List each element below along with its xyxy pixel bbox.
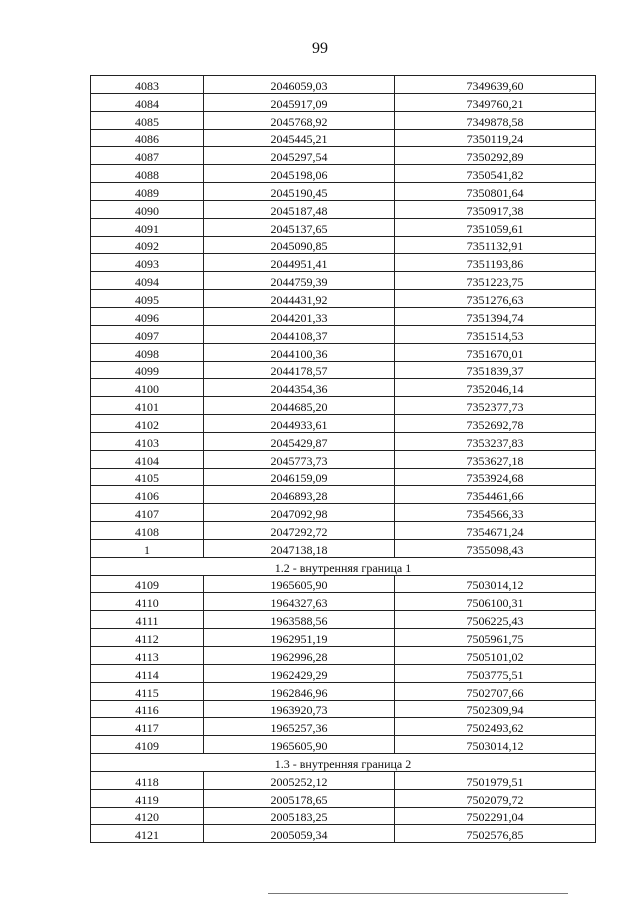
y-coordinate-cell: 7506225,43 [395,611,596,629]
table-row [91,165,596,183]
y-coordinate-cell: 7505961,75 [395,629,596,647]
x-coordinate-cell: 2046159,09 [204,468,395,486]
table-row [91,254,596,272]
table-row [91,647,596,665]
point-number-cell: 4113 [91,647,204,665]
y-coordinate-cell: 7503775,51 [395,664,596,682]
point-number-cell: 4114 [91,664,204,682]
x-coordinate-cell: 1962951,19 [204,629,395,647]
point-number-cell: 4086 [91,129,204,147]
table-row [91,468,596,486]
table-row [91,129,596,147]
point-number-cell: 4112 [91,629,204,647]
point-number-cell: 4107 [91,504,204,522]
y-coordinate-cell: 7503014,12 [395,736,596,754]
x-coordinate-cell: 2045917,09 [204,93,395,111]
y-coordinate-cell: 7353627,18 [395,450,596,468]
point-number-cell: 4119 [91,789,204,807]
x-coordinate-cell: 2044685,20 [204,397,395,415]
x-coordinate-cell: 2045137,65 [204,218,395,236]
y-coordinate-cell: 7351223,75 [395,272,596,290]
x-coordinate-cell: 1964327,63 [204,593,395,611]
point-number-cell: 4111 [91,611,204,629]
table-row [91,682,596,700]
y-coordinate-cell: 7349639,60 [395,76,596,94]
x-coordinate-cell: 2044108,37 [204,325,395,343]
x-coordinate-cell: 2045198,06 [204,165,395,183]
x-coordinate-cell: 2045190,45 [204,183,395,201]
y-coordinate-cell: 7349760,21 [395,93,596,111]
x-coordinate-cell: 2045297,54 [204,147,395,165]
y-coordinate-cell: 7502576,85 [395,825,596,843]
point-number-cell: 4109 [91,575,204,593]
table-row [91,664,596,682]
table-row [91,629,596,647]
point-number-cell: 4093 [91,254,204,272]
table-row [91,593,596,611]
x-coordinate-cell: 1965605,90 [204,575,395,593]
table-row [91,236,596,254]
y-coordinate-cell: 7350119,24 [395,129,596,147]
section-title: 1.3 - внутренняя граница 2 [91,754,596,772]
y-coordinate-cell: 7501979,51 [395,771,596,789]
point-number-cell: 4121 [91,825,204,843]
table-row [91,450,596,468]
table-row [91,307,596,325]
table-row [91,361,596,379]
y-coordinate-cell: 7351670,01 [395,343,596,361]
point-number-cell: 4090 [91,200,204,218]
table-row [91,325,596,343]
y-coordinate-cell: 7351839,37 [395,361,596,379]
point-number-cell: 4115 [91,682,204,700]
point-number-cell: 4098 [91,343,204,361]
table-row [91,432,596,450]
point-number-cell: 4083 [91,76,204,94]
point-number-cell: 4099 [91,361,204,379]
x-coordinate-cell: 2044354,36 [204,379,395,397]
y-coordinate-cell: 7352046,14 [395,379,596,397]
y-coordinate-cell: 7354566,33 [395,504,596,522]
x-coordinate-cell: 2045773,73 [204,450,395,468]
x-coordinate-cell: 2047292,72 [204,522,395,540]
y-coordinate-cell: 7351514,53 [395,325,596,343]
x-coordinate-cell: 2044933,61 [204,415,395,433]
x-coordinate-cell: 2005252,12 [204,771,395,789]
table-row [91,504,596,522]
y-coordinate-cell: 7506100,31 [395,593,596,611]
x-coordinate-cell: 2045445,21 [204,129,395,147]
x-coordinate-cell: 2045187,48 [204,200,395,218]
point-number-cell: 4110 [91,593,204,611]
point-number-cell: 4109 [91,736,204,754]
table-row [91,825,596,843]
point-number-cell: 4104 [91,450,204,468]
table-row [91,718,596,736]
x-coordinate-cell: 1965605,90 [204,736,395,754]
y-coordinate-cell: 7503014,12 [395,575,596,593]
y-coordinate-cell: 7355098,43 [395,539,596,557]
y-coordinate-cell: 7351276,63 [395,290,596,308]
x-coordinate-cell: 1962429,29 [204,664,395,682]
y-coordinate-cell: 7350917,38 [395,200,596,218]
table-row [91,272,596,290]
x-coordinate-cell: 2045768,92 [204,111,395,129]
y-coordinate-cell: 7502493,62 [395,718,596,736]
y-coordinate-cell: 7350541,82 [395,165,596,183]
coordinates-table-body [91,76,596,843]
x-coordinate-cell: 2047092,98 [204,504,395,522]
table-row [91,415,596,433]
point-number-cell: 4085 [91,111,204,129]
table-row [91,218,596,236]
table-row [91,111,596,129]
x-coordinate-cell: 2046059,03 [204,76,395,94]
table-row [91,379,596,397]
point-number-cell: 4105 [91,468,204,486]
y-coordinate-cell: 7354671,24 [395,522,596,540]
table-row [91,700,596,718]
y-coordinate-cell: 7351193,86 [395,254,596,272]
section-header-row [91,557,596,575]
point-number-cell: 4103 [91,432,204,450]
y-coordinate-cell: 7350292,89 [395,147,596,165]
table-row [91,183,596,201]
point-number-cell: 4096 [91,307,204,325]
x-coordinate-cell: 2046893,28 [204,486,395,504]
y-coordinate-cell: 7502707,66 [395,682,596,700]
table-row [91,539,596,557]
x-coordinate-cell: 2044100,36 [204,343,395,361]
table-row [91,575,596,593]
point-number-cell: 4102 [91,415,204,433]
point-number-cell: 4091 [91,218,204,236]
x-coordinate-cell: 1962846,96 [204,682,395,700]
point-number-cell: 4097 [91,325,204,343]
y-coordinate-cell: 7353237,83 [395,432,596,450]
x-coordinate-cell: 2044951,41 [204,254,395,272]
x-coordinate-cell: 2045090,85 [204,236,395,254]
x-coordinate-cell: 2005059,34 [204,825,395,843]
x-coordinate-cell: 1963920,73 [204,700,395,718]
table-row [91,789,596,807]
table-row [91,611,596,629]
y-coordinate-cell: 7505101,02 [395,647,596,665]
y-coordinate-cell: 7351394,74 [395,307,596,325]
page-number: 99 [312,40,328,57]
point-number-cell: 4092 [91,236,204,254]
point-number-cell: 4101 [91,397,204,415]
y-coordinate-cell: 7350801,64 [395,183,596,201]
table-row [91,771,596,789]
y-coordinate-cell: 7352377,73 [395,397,596,415]
point-number-cell: 4089 [91,183,204,201]
x-coordinate-cell: 1962996,28 [204,647,395,665]
x-coordinate-cell: 2044178,57 [204,361,395,379]
point-number-cell: 1 [91,539,204,557]
y-coordinate-cell: 7352692,78 [395,415,596,433]
point-number-cell: 4117 [91,718,204,736]
table-row [91,522,596,540]
point-number-cell: 4108 [91,522,204,540]
point-number-cell: 4088 [91,165,204,183]
y-coordinate-cell: 7351132,91 [395,236,596,254]
x-coordinate-cell: 1965257,36 [204,718,395,736]
section-header-row [91,754,596,772]
point-number-cell: 4106 [91,486,204,504]
point-number-cell: 4094 [91,272,204,290]
x-coordinate-cell: 2005178,65 [204,789,395,807]
table-row [91,736,596,754]
x-coordinate-cell: 1963588,56 [204,611,395,629]
table-row [91,200,596,218]
y-coordinate-cell: 7502291,04 [395,807,596,825]
table-row [91,807,596,825]
section-title: 1.2 - внутренняя граница 1 [91,557,596,575]
y-coordinate-cell: 7502309,94 [395,700,596,718]
y-coordinate-cell: 7353924,68 [395,468,596,486]
y-coordinate-cell: 7351059,61 [395,218,596,236]
point-number-cell: 4120 [91,807,204,825]
point-number-cell: 4116 [91,700,204,718]
table-row [91,290,596,308]
point-number-cell: 4095 [91,290,204,308]
scan-edge-line [268,893,568,894]
point-number-cell: 4087 [91,147,204,165]
point-number-cell: 4100 [91,379,204,397]
table-row [91,486,596,504]
coordinates-table [90,75,596,843]
x-coordinate-cell: 2047138,18 [204,539,395,557]
y-coordinate-cell: 7354461,66 [395,486,596,504]
x-coordinate-cell: 2044431,92 [204,290,395,308]
x-coordinate-cell: 2005183,25 [204,807,395,825]
point-number-cell: 4084 [91,93,204,111]
y-coordinate-cell: 7502079,72 [395,789,596,807]
table-row [91,343,596,361]
table-row [91,93,596,111]
table-row [91,397,596,415]
x-coordinate-cell: 2044759,39 [204,272,395,290]
x-coordinate-cell: 2044201,33 [204,307,395,325]
point-number-cell: 4118 [91,771,204,789]
table-row [91,147,596,165]
table-row [91,76,596,94]
y-coordinate-cell: 7349878,58 [395,111,596,129]
x-coordinate-cell: 2045429,87 [204,432,395,450]
